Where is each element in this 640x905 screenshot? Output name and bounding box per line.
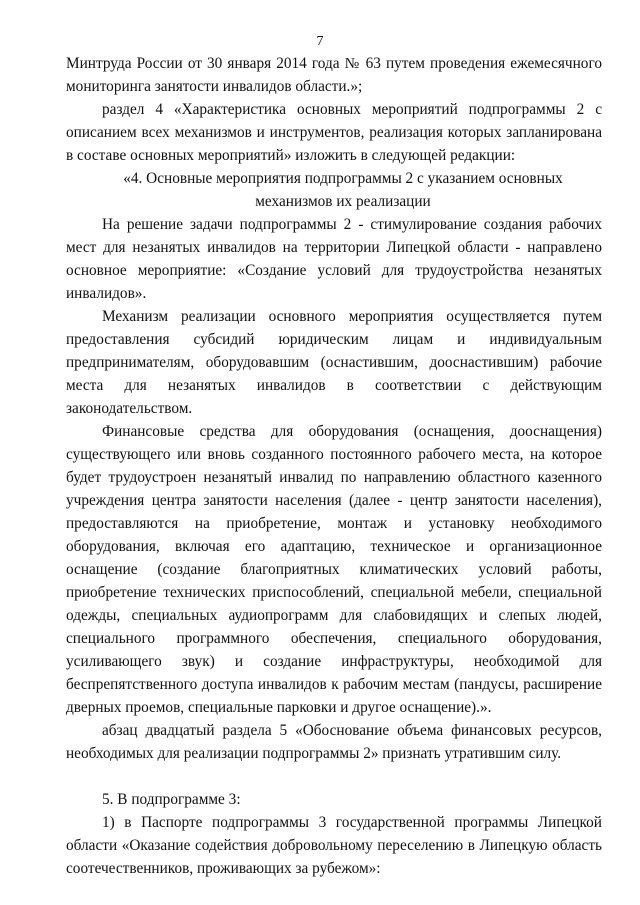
paragraph-section4-amendment: раздел 4 «Характеристика основных мероприятий подпрограммы 2 с описанием всех механизмов и инструментов, реализация которых запланирована в составе основных мероприятий» изложить в следующей редакции: — [66, 101, 602, 164]
paragraph-gap — [66, 765, 602, 788]
document-body — [66, 52, 602, 880]
paragraph-mechanism: Механизм реализации основного мероприятия осуществляется путем предоставления субсидий юридическим лицам и индивидуальным предпринимателям, оборудовавшим (оснастившим, дооснастившим) рабочие места для незанятых инвалидов в соответствии с действующим законодательством. — [66, 308, 602, 417]
paragraph-repeal: абзац двадцатый раздела 5 «Обоснование объема финансовых ресурсов, необходимых для реализации подпрограммы 2» признать утратившим силу. — [66, 722, 602, 762]
paragraph-subprogram3-heading: 5. В подпрограмме 3: — [102, 791, 241, 808]
paragraph-task: На решение задачи подпрограммы 2 - стимулирование создания рабочих мест для незанятых инвалидов на территории Липецкой области - направлено основное мероприятие: «Создание условий для трудоустройства незанятых инвалидов». — [66, 216, 602, 302]
paragraph-passport: 1) в Паспорте подпрограммы 3 государственной программы Липецкой области «Оказание содействия добровольному переселению в Липецкую область соотечественников, проживающих за рубежом»: — [66, 814, 602, 877]
page-number: 7 — [316, 34, 324, 49]
section-heading: «4. Основные мероприятия подпрограммы 2 с указанием основных механизмов их реализации — [123, 170, 563, 210]
paragraph-continuation: Минтруда России от 30 января 2014 года № 63 путем проведения ежемесячного мониторинга занятости инвалидов области.»; — [66, 55, 602, 95]
paragraph-funding: Финансовые средства для оборудования (оснащения, дооснащения) существующего или вновь созданного постоянного рабочего места, на которое будет трудоустроен незанятый инвалид по направлению областного казенного учреждения центра занятости населения (далее - центр занятости населения), предоставляются на приобретение, монтаж и установку необходимого оборудования, включая его адаптацию, техническое и организационное оснащение (создание благоприятных климатических условий работы, приобретение технических приспособлений, специальной мебели, специальной одежды, специальных аудиопрограмм для слабовидящих и слепых людей, специального программного обеспечения, специального оборудования, усиливающего звук) и создание инфраструктуры, необходимой для беспрепятственного доступа инвалидов к рабочим местам (пандусы, расширение дверных проемов, специальные парковки и другое оснащение).». — [66, 423, 602, 716]
